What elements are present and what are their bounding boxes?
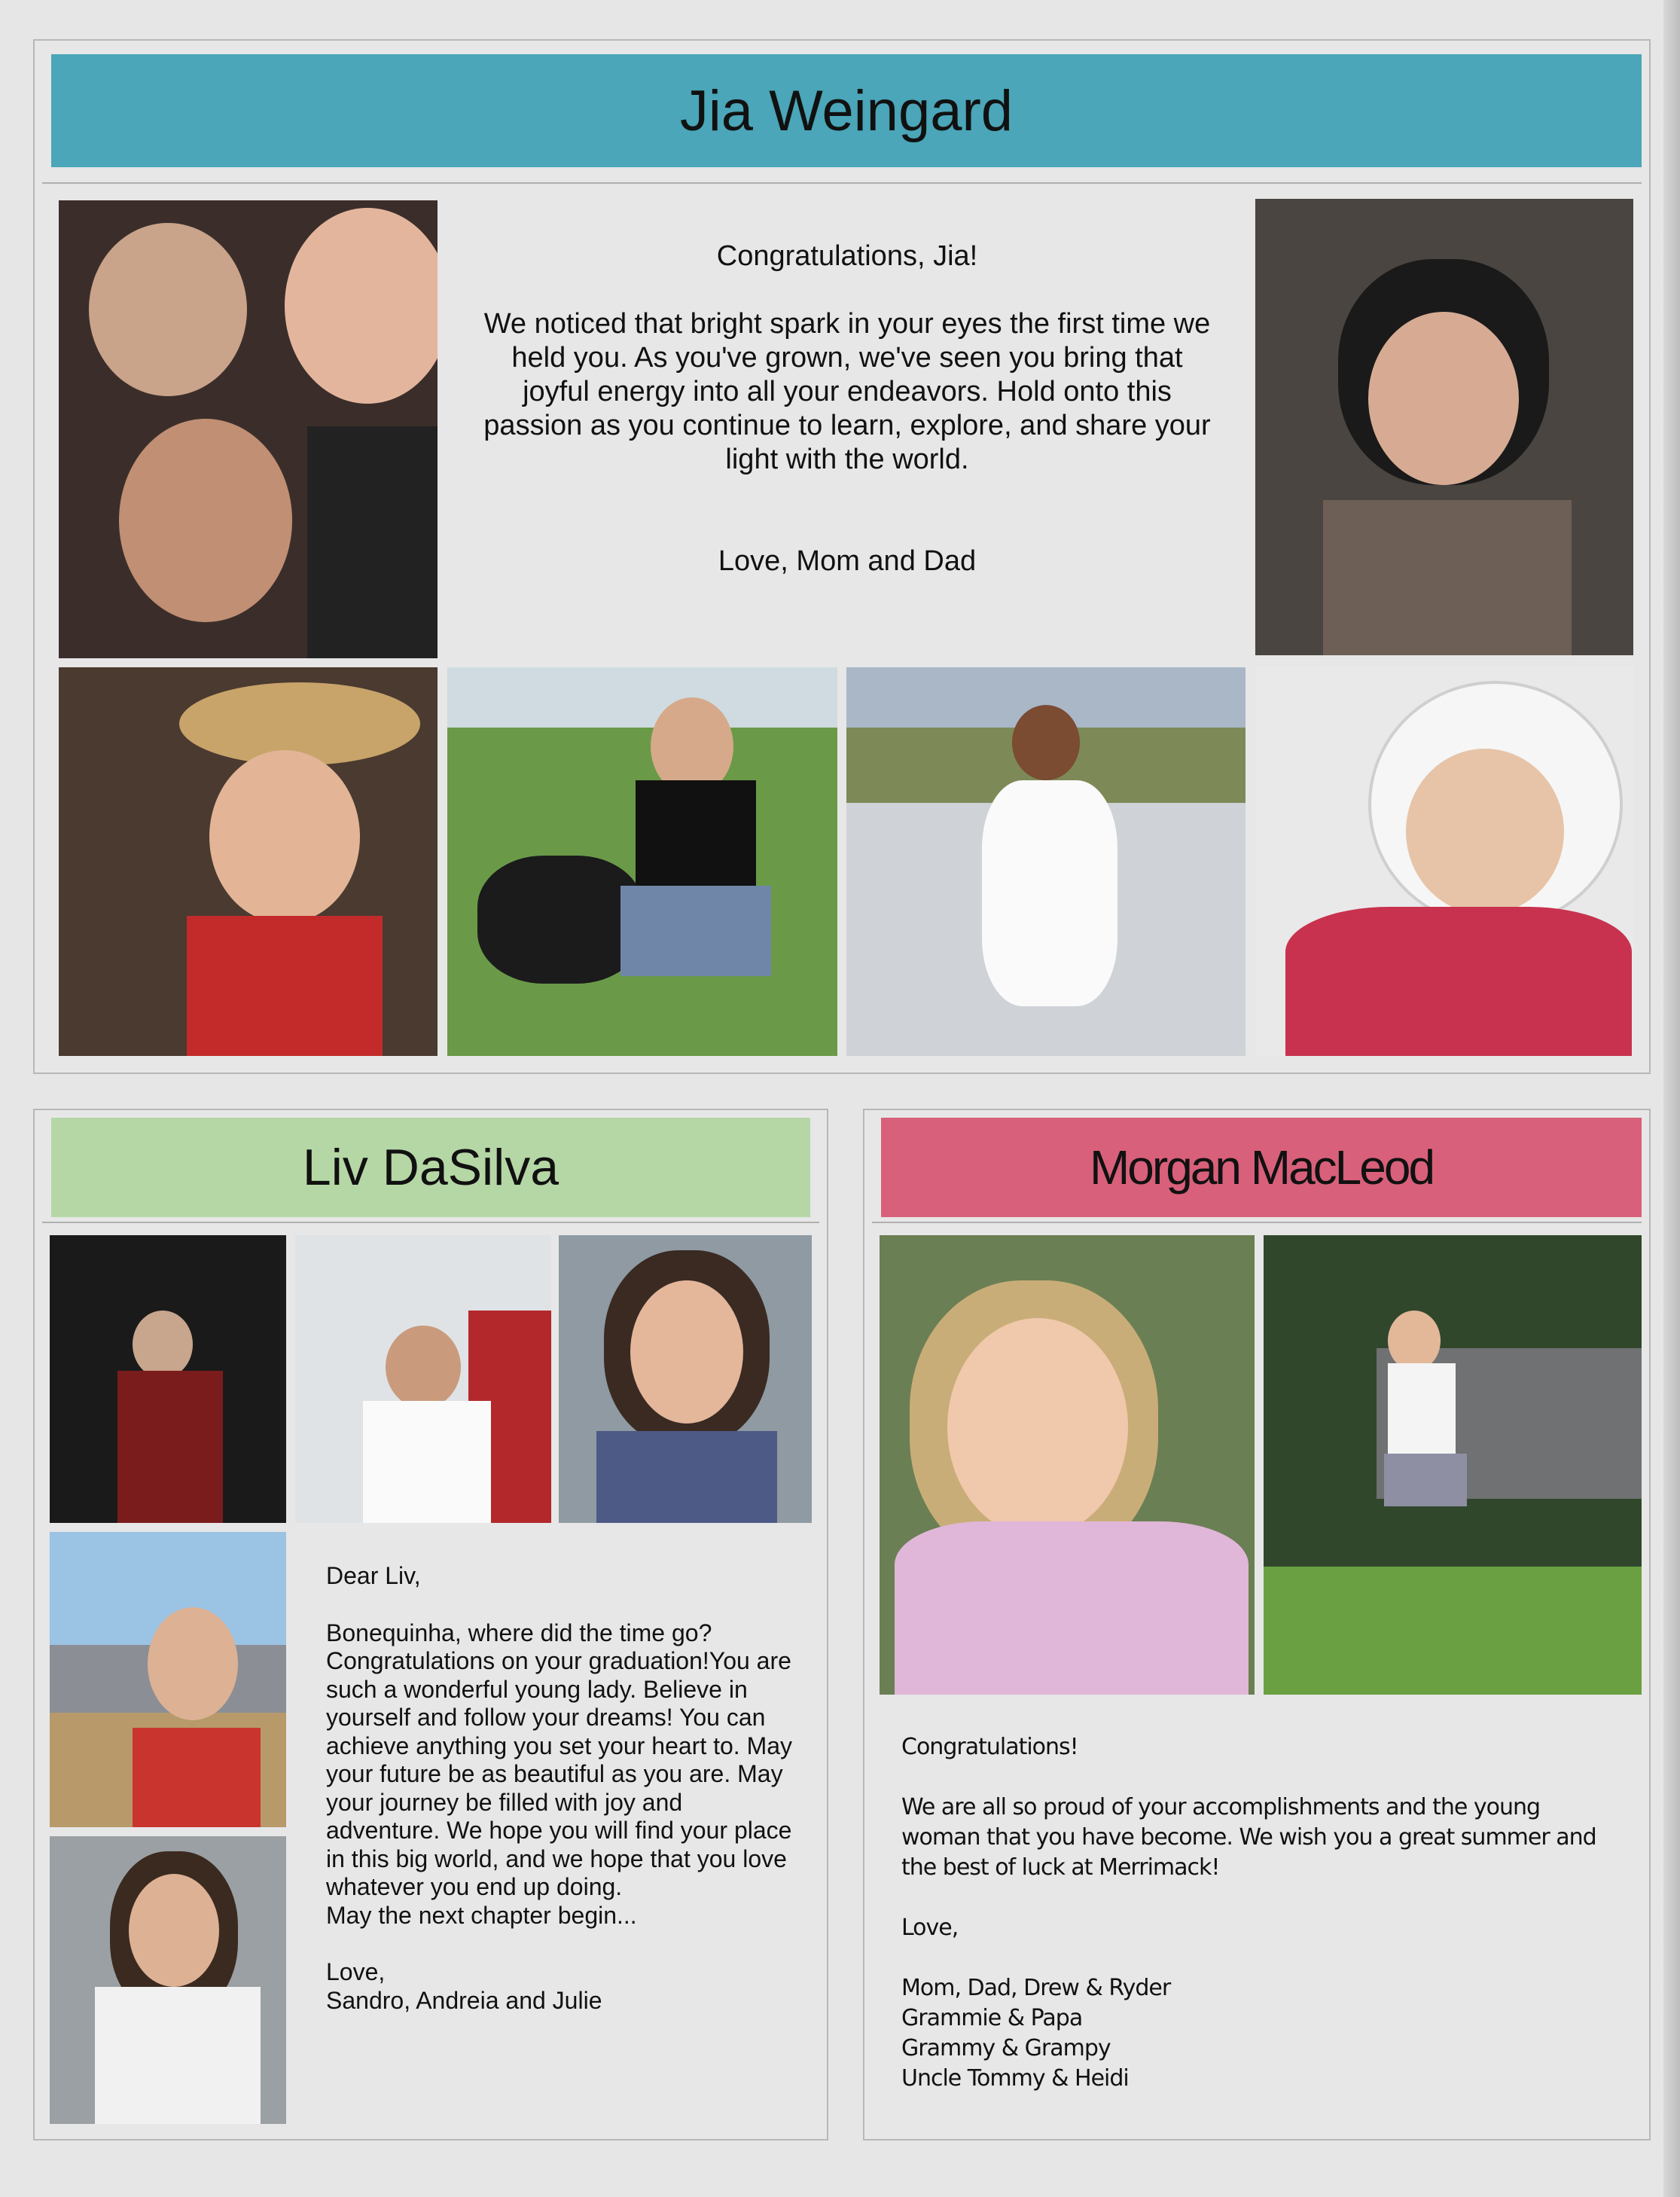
morgan-message (901, 1732, 1609, 2094)
jia-name: Jia Weingard (679, 78, 1014, 143)
morgan-love: Love, (901, 1915, 959, 1941)
girl-with-straw-hat-photo (59, 667, 438, 1056)
girl-outdoors-photo (50, 1532, 286, 1827)
jia-body: We noticed that bright spark in your eyes the first time we held you. As you've grown, we've seen you bring that joyful energy into all your endeavors. Hold onto this passion as you continue to learn, explore, and share your light with the world. (483, 308, 1211, 475)
morgan-name: Morgan MacLeod (1089, 1140, 1434, 1195)
liv-body: Bonequinha, where did the time go? Congratulations on your graduation!You are such a wonderful young lady. Believe in yourself and follow your dreams! You can achieve anything you set your heart to. May your future be as beautiful as you are. May your journey be filled with joy and adventure. We hope you will find your place in this big world, and we hope that you love whatever you end up doing. (326, 1619, 793, 1900)
morgan-body: We are all so proud of your accomplishments and the young woman that you have become. We wish you a great summer and the best of luck at Merrimack! (901, 1794, 1596, 1881)
portrait-in-car-photo (1255, 199, 1633, 655)
family-selfie-photo (59, 200, 438, 658)
liv-name: Liv DaSilva (302, 1139, 559, 1196)
morgan-greeting: Congratulations! (901, 1734, 1078, 1760)
liv-message (326, 1562, 800, 2015)
girl-in-red-blazer-photo (50, 1235, 286, 1523)
child-pink-shirt-photo (880, 1235, 1255, 1695)
jia-greeting: Congratulations, Jia! (716, 240, 978, 272)
liv-closing-line: May the next chapter begin... (326, 1901, 637, 1929)
girl-in-tshirt-photo (50, 1836, 286, 2124)
morgan-signer: Uncle Tommy & Heidi (901, 2065, 1129, 2092)
girl-with-puppy-photo (447, 667, 837, 1056)
morgan-signer: Grammy & Grampy (901, 2035, 1111, 2061)
liv-divider (42, 1222, 819, 1223)
toddler-in-snow-photo (1255, 666, 1633, 1056)
girl-arms-raised-photo (295, 1235, 551, 1523)
golfer-swing-photo (1264, 1235, 1642, 1695)
girl-on-beach-photo (846, 667, 1246, 1056)
jia-message (474, 240, 1220, 578)
jia-header (51, 54, 1642, 167)
jia-signoff: Love, Mom and Dad (718, 545, 977, 577)
morgan-header (881, 1118, 1642, 1217)
liv-signers: Sandro, Andreia and Julie (326, 1986, 602, 2014)
morgan-signer: Grammie & Papa (901, 2005, 1083, 2031)
book-gutter (1663, 0, 1680, 2197)
child-smiling-photo (559, 1235, 812, 1523)
liv-header (51, 1118, 810, 1217)
liv-love: Love, (326, 1958, 386, 1985)
morgan-divider (872, 1222, 1642, 1223)
morgan-signer: Mom, Dad, Drew & Ryder (901, 1975, 1171, 2001)
liv-greeting: Dear Liv, (326, 1562, 421, 1589)
jia-divider (42, 182, 1642, 184)
